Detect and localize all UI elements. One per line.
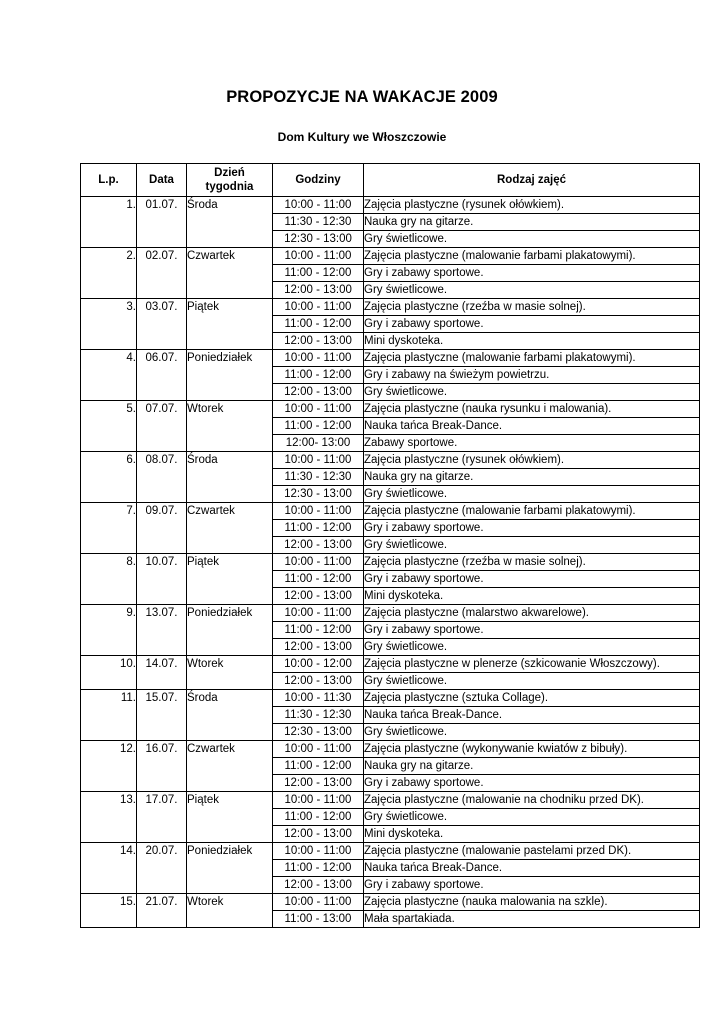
session-activity: Zajęcia plastyczne (malowanie farbami plakatowymi). <box>364 248 700 265</box>
session-activity: Gry i zabawy sportowe. <box>364 775 700 792</box>
row-date: 08.07. <box>137 452 187 503</box>
session-hours: 11:00 - 12:00 <box>273 316 364 333</box>
session-activity: Gry i zabawy sportowe. <box>364 316 700 333</box>
session-hours: 11:30 - 12:30 <box>273 214 364 231</box>
session-activity: Nauka gry na gitarze. <box>364 469 700 486</box>
table-row <box>81 401 700 418</box>
row-date: 02.07. <box>137 248 187 299</box>
session-activity: Gry świetlicowe. <box>364 724 700 741</box>
session-hours: 10:00 - 11:00 <box>273 248 364 265</box>
session-hours: 10:00 - 11:00 <box>273 401 364 418</box>
row-number: 4. <box>81 350 137 401</box>
row-date: 07.07. <box>137 401 187 452</box>
session-hours: 12:00 - 13:00 <box>273 673 364 690</box>
session-hours: 11:00 - 12:00 <box>273 520 364 537</box>
session-hours: 11:00 - 12:00 <box>273 809 364 826</box>
session-activity: Gry i zabawy na świeżym powietrzu. <box>364 367 700 384</box>
session-activity: Nauka tańca Break-Dance. <box>364 707 700 724</box>
row-date: 01.07. <box>137 197 187 248</box>
session-activity: Zajęcia plastyczne (rzeźba w masie solnej). <box>364 299 700 316</box>
row-number: 3. <box>81 299 137 350</box>
row-weekday: Środa <box>187 690 273 741</box>
session-hours: 10:00 - 11:00 <box>273 741 364 758</box>
header-activity: Rodzaj zajęć <box>364 164 700 197</box>
row-number: 6. <box>81 452 137 503</box>
row-weekday: Poniedziałek <box>187 605 273 656</box>
session-activity: Gry i zabawy sportowe. <box>364 877 700 894</box>
session-activity: Zajęcia plastyczne (malowanie farbami plakatowymi). <box>364 503 700 520</box>
session-hours: 10:00 - 11:00 <box>273 792 364 809</box>
session-activity: Gry świetlicowe. <box>364 486 700 503</box>
session-hours: 11:00 - 12:00 <box>273 860 364 877</box>
session-activity: Zajęcia plastyczne (rysunek ołówkiem). <box>364 197 700 214</box>
row-number: 11. <box>81 690 137 741</box>
row-date: 14.07. <box>137 656 187 690</box>
row-date: 17.07. <box>137 792 187 843</box>
session-activity: Mini dyskoteka. <box>364 588 700 605</box>
row-number: 8. <box>81 554 137 605</box>
session-hours: 12:00 - 13:00 <box>273 877 364 894</box>
session-activity: Zajęcia plastyczne (malarstwo akwarelowe). <box>364 605 700 622</box>
row-number: 1. <box>81 197 137 248</box>
session-activity: Gry świetlicowe. <box>364 809 700 826</box>
document-subtitle: Dom Kultury we Włoszczowie <box>277 130 447 144</box>
row-date: 21.07. <box>137 894 187 928</box>
row-number: 12. <box>81 741 137 792</box>
session-hours: 10:00 - 11:00 <box>273 197 364 214</box>
table-row <box>81 792 700 809</box>
session-activity: Gry świetlicowe. <box>364 282 700 299</box>
session-activity: Gry świetlicowe. <box>364 537 700 554</box>
table-row <box>81 248 700 265</box>
schedule-table <box>80 163 700 928</box>
session-hours: 12:00 - 13:00 <box>273 588 364 605</box>
row-weekday: Piątek <box>187 554 273 605</box>
session-hours: 12:30 - 13:00 <box>273 486 364 503</box>
session-hours: 11:00 - 12:00 <box>273 571 364 588</box>
row-number: 7. <box>81 503 137 554</box>
session-hours: 12:00 - 13:00 <box>273 333 364 350</box>
table-row <box>81 299 700 316</box>
session-hours: 10:00 - 11:00 <box>273 605 364 622</box>
header-day-line1: Dzień <box>214 167 245 179</box>
session-activity: Zabawy sportowe. <box>364 435 700 452</box>
row-date: 16.07. <box>137 741 187 792</box>
row-date: 03.07. <box>137 299 187 350</box>
session-activity: Mini dyskoteka. <box>364 333 700 350</box>
session-hours: 11:30 - 12:30 <box>273 469 364 486</box>
session-hours: 10:00 - 11:00 <box>273 843 364 860</box>
session-activity: Nauka gry na gitarze. <box>364 758 700 775</box>
row-weekday: Czwartek <box>187 741 273 792</box>
table-row <box>81 452 700 469</box>
table-row <box>81 741 700 758</box>
session-activity: Nauka tańca Break-Dance. <box>364 418 700 435</box>
session-hours: 10:00 - 11:00 <box>273 503 364 520</box>
session-hours: 10:00 - 11:00 <box>273 894 364 911</box>
session-activity: Zajęcia plastyczne (malowanie farbami plakatowymi). <box>364 350 700 367</box>
table-row <box>81 690 700 707</box>
session-activity: Zajęcia plastyczne (wykonywanie kwiatów z bibuły). <box>364 741 700 758</box>
row-number: 9. <box>81 605 137 656</box>
session-hours: 12:00 - 13:00 <box>273 537 364 554</box>
table-row <box>81 554 700 571</box>
session-hours: 10:00 - 11:00 <box>273 554 364 571</box>
row-date: 09.07. <box>137 503 187 554</box>
session-hours: 11:00 - 12:00 <box>273 367 364 384</box>
row-weekday: Czwartek <box>187 503 273 554</box>
session-activity: Gry świetlicowe. <box>364 673 700 690</box>
session-activity: Nauka tańca Break-Dance. <box>364 860 700 877</box>
session-hours: 12:30 - 13:00 <box>273 724 364 741</box>
session-hours: 11:00 - 12:00 <box>273 622 364 639</box>
session-activity: Mała spartakiada. <box>364 911 700 928</box>
row-number: 13. <box>81 792 137 843</box>
session-activity: Zajęcia plastyczne (rzeźba w masie solnej). <box>364 554 700 571</box>
session-hours: 11:00 - 12:00 <box>273 418 364 435</box>
table-row <box>81 656 700 673</box>
row-weekday: Poniedziałek <box>187 350 273 401</box>
session-activity: Zajęcia plastyczne (nauka rysunku i malowania). <box>364 401 700 418</box>
table-row <box>81 197 700 214</box>
row-date: 13.07. <box>137 605 187 656</box>
header-date: Data <box>137 164 187 197</box>
session-hours: 12:00 - 13:00 <box>273 384 364 401</box>
session-hours: 11:00 - 13:00 <box>273 911 364 928</box>
header-lp: L.p. <box>81 164 137 197</box>
row-date: 10.07. <box>137 554 187 605</box>
session-hours: 12:00 - 13:00 <box>273 775 364 792</box>
session-hours: 10:00 - 11:00 <box>273 452 364 469</box>
row-date: 15.07. <box>137 690 187 741</box>
session-activity: Gry świetlicowe. <box>364 384 700 401</box>
table-row <box>81 350 700 367</box>
session-hours: 12:00 - 13:00 <box>273 826 364 843</box>
row-number: 5. <box>81 401 137 452</box>
table-row <box>81 605 700 622</box>
row-weekday: Środa <box>187 197 273 248</box>
row-weekday: Wtorek <box>187 401 273 452</box>
document-title: PROPOZYCJE NA WAKACJE 2009 <box>226 88 498 106</box>
row-date: 06.07. <box>137 350 187 401</box>
session-activity: Zajęcia plastyczne (rysunek ołówkiem). <box>364 452 700 469</box>
row-number: 14. <box>81 843 137 894</box>
schedule-body <box>81 197 700 928</box>
header-row <box>81 164 700 197</box>
header-day-line2: tygodnia <box>205 181 254 193</box>
row-weekday: Piątek <box>187 792 273 843</box>
session-hours: 12:00 - 13:00 <box>273 639 364 656</box>
table-row <box>81 503 700 520</box>
session-hours: 11:00 - 12:00 <box>273 758 364 775</box>
row-number: 15. <box>81 894 137 928</box>
session-hours: 12:00 - 13:00 <box>273 282 364 299</box>
session-hours: 11:00 - 12:00 <box>273 265 364 282</box>
row-weekday: Wtorek <box>187 656 273 690</box>
header-hours: Godziny <box>273 164 364 197</box>
header-day <box>187 164 273 197</box>
session-hours: 10:00 - 11:00 <box>273 350 364 367</box>
session-activity: Gry i zabawy sportowe. <box>364 520 700 537</box>
row-weekday: Środa <box>187 452 273 503</box>
session-activity: Zajęcia plastyczne (nauka malowania na szkle). <box>364 894 700 911</box>
session-activity: Gry świetlicowe. <box>364 639 700 656</box>
row-weekday: Wtorek <box>187 894 273 928</box>
session-activity: Zajęcia plastyczne (malowanie na chodniku przed DK). <box>364 792 700 809</box>
row-number: 10. <box>81 656 137 690</box>
session-activity: Gry i zabawy sportowe. <box>364 571 700 588</box>
row-weekday: Poniedziałek <box>187 843 273 894</box>
table-row <box>81 843 700 860</box>
session-hours: 11:30 - 12:30 <box>273 707 364 724</box>
session-activity: Mini dyskoteka. <box>364 826 700 843</box>
row-weekday: Czwartek <box>187 248 273 299</box>
session-hours: 10:00 - 11:00 <box>273 299 364 316</box>
session-activity: Zajęcia plastyczne (sztuka Collage). <box>364 690 700 707</box>
session-activity: Gry i zabawy sportowe. <box>364 265 700 282</box>
session-hours: 10:00 - 12:00 <box>273 656 364 673</box>
table-row <box>81 894 700 911</box>
session-activity: Gry i zabawy sportowe. <box>364 622 700 639</box>
row-date: 20.07. <box>137 843 187 894</box>
row-number: 2. <box>81 248 137 299</box>
session-activity: Zajęcia plastyczne w plenerze (szkicowanie Włoszczowy). <box>364 656 700 673</box>
session-hours: 10:00 - 11:30 <box>273 690 364 707</box>
session-activity: Zajęcia plastyczne (malowanie pastelami przed DK). <box>364 843 700 860</box>
session-hours: 12:00- 13:00 <box>273 435 364 452</box>
session-activity: Gry świetlicowe. <box>364 231 700 248</box>
row-weekday: Piątek <box>187 299 273 350</box>
session-hours: 12:30 - 13:00 <box>273 231 364 248</box>
session-activity: Nauka gry na gitarze. <box>364 214 700 231</box>
